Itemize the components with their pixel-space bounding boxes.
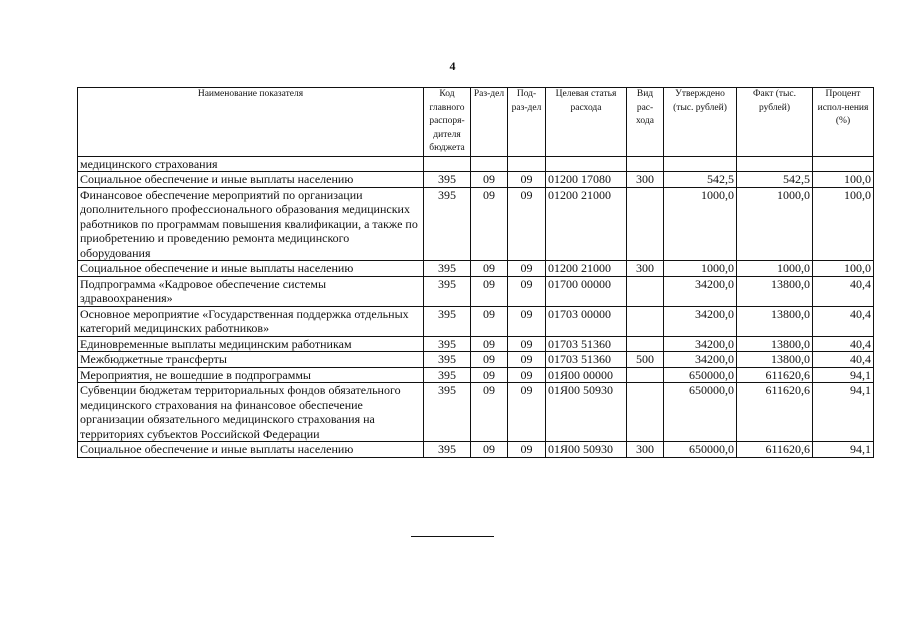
row-target: 01200 17080 (546, 172, 627, 188)
row-percent: 94,1 (813, 442, 874, 458)
row-type (627, 336, 664, 352)
row-code: 395 (424, 261, 471, 277)
row-subsection: 09 (508, 172, 546, 188)
row-name: медицинского страхования (78, 156, 424, 172)
row-target: 01Я00 50930 (546, 442, 627, 458)
row-type (627, 383, 664, 442)
row-percent: 40,4 (813, 352, 874, 368)
row-subsection: 09 (508, 367, 546, 383)
row-code: 395 (424, 383, 471, 442)
header-percent: Процент испол-нения (%) (813, 88, 874, 157)
row-type: 300 (627, 442, 664, 458)
row-name: Основное мероприятие «Государственная поддержка отдельных категорий медицинских работников» (78, 306, 424, 336)
row-type (627, 156, 664, 172)
table-row (78, 276, 874, 306)
row-code: 395 (424, 336, 471, 352)
row-percent: 40,4 (813, 306, 874, 336)
header-name: Наименование показателя (78, 88, 424, 157)
row-percent: 40,4 (813, 336, 874, 352)
row-fact: 1000,0 (737, 261, 813, 277)
row-fact: 611620,6 (737, 383, 813, 442)
row-type (627, 276, 664, 306)
row-subsection: 09 (508, 442, 546, 458)
row-type (627, 367, 664, 383)
row-subsection: 09 (508, 383, 546, 442)
row-subsection: 09 (508, 352, 546, 368)
row-section: 09 (471, 187, 508, 261)
row-name: Мероприятия, не вошедшие в подпрограммы (78, 367, 424, 383)
table-row (78, 261, 874, 277)
row-code: 395 (424, 172, 471, 188)
row-fact: 1000,0 (737, 187, 813, 261)
row-subsection: 09 (508, 261, 546, 277)
row-section: 09 (471, 383, 508, 442)
row-section: 09 (471, 336, 508, 352)
row-name: Социальное обеспечение и иные выплаты населению (78, 172, 424, 188)
header-section: Раз-дел (471, 88, 508, 157)
row-subsection: 09 (508, 306, 546, 336)
header-type: Вид рас-хода (627, 88, 664, 157)
row-target: 01200 21000 (546, 187, 627, 261)
row-percent: 94,1 (813, 383, 874, 442)
row-type: 300 (627, 172, 664, 188)
row-approved: 34200,0 (664, 352, 737, 368)
table-row (78, 442, 874, 458)
row-name: Финансовое обеспечение мероприятий по организации дополнительного профессионального образования медицинских работников по программам повышения квалификации, а также по приобретению и проведению ремонта медицинского оборудования (78, 187, 424, 261)
row-target: 01Я00 00000 (546, 367, 627, 383)
row-name: Социальное обеспечение и иные выплаты населению (78, 442, 424, 458)
row-approved: 650000,0 (664, 367, 737, 383)
row-code: 395 (424, 276, 471, 306)
footer-divider (411, 536, 494, 537)
table-row (78, 383, 874, 442)
row-approved: 1000,0 (664, 187, 737, 261)
page-number: 4 (449, 59, 456, 73)
row-percent: 40,4 (813, 276, 874, 306)
row-subsection: 09 (508, 187, 546, 261)
row-fact (737, 156, 813, 172)
row-target: 01700 00000 (546, 276, 627, 306)
row-approved: 542,5 (664, 172, 737, 188)
row-target: 01703 51360 (546, 336, 627, 352)
row-approved: 650000,0 (664, 442, 737, 458)
row-name: Социальное обеспечение и иные выплаты населению (78, 261, 424, 277)
row-name: Межбюджетные трансферты (78, 352, 424, 368)
row-percent: 94,1 (813, 367, 874, 383)
row-section (471, 156, 508, 172)
row-section: 09 (471, 367, 508, 383)
row-type (627, 306, 664, 336)
row-fact: 13800,0 (737, 336, 813, 352)
table-row (78, 187, 874, 261)
row-name: Подпрограмма «Кадровое обеспечение системы здравоохранения» (78, 276, 424, 306)
row-type: 300 (627, 261, 664, 277)
row-name: Субвенции бюджетам территориальных фондов обязательного медицинского страхования на финансовое обеспечение организации обязательного медицинского страхования на территориях субъектов Российской Федерации (78, 383, 424, 442)
row-section: 09 (471, 276, 508, 306)
row-fact: 611620,6 (737, 367, 813, 383)
row-code (424, 156, 471, 172)
row-approved: 34200,0 (664, 336, 737, 352)
row-fact: 611620,6 (737, 442, 813, 458)
budget-execution-table (77, 87, 874, 458)
row-percent: 100,0 (813, 261, 874, 277)
row-fact: 13800,0 (737, 276, 813, 306)
row-target: 01Я00 50930 (546, 383, 627, 442)
row-approved: 34200,0 (664, 276, 737, 306)
row-fact: 542,5 (737, 172, 813, 188)
row-section: 09 (471, 442, 508, 458)
row-section: 09 (471, 352, 508, 368)
table-row (78, 367, 874, 383)
row-code: 395 (424, 306, 471, 336)
row-approved: 1000,0 (664, 261, 737, 277)
row-target: 01703 51360 (546, 352, 627, 368)
row-target: 01200 21000 (546, 261, 627, 277)
row-subsection: 09 (508, 276, 546, 306)
row-code: 395 (424, 367, 471, 383)
row-code: 395 (424, 187, 471, 261)
row-fact: 13800,0 (737, 306, 813, 336)
row-code: 395 (424, 352, 471, 368)
row-type: 500 (627, 352, 664, 368)
row-subsection: 09 (508, 336, 546, 352)
header-row (78, 88, 874, 157)
row-target (546, 156, 627, 172)
row-section: 09 (471, 172, 508, 188)
row-subsection (508, 156, 546, 172)
row-type (627, 187, 664, 261)
table-row (78, 336, 874, 352)
row-approved: 650000,0 (664, 383, 737, 442)
header-approved: Утверждено (тыс. рублей) (664, 88, 737, 157)
row-fact: 13800,0 (737, 352, 813, 368)
row-percent: 100,0 (813, 172, 874, 188)
table-row (78, 156, 874, 172)
row-section: 09 (471, 306, 508, 336)
header-target: Целевая статья расхода (546, 88, 627, 157)
table-row (78, 352, 874, 368)
row-section: 09 (471, 261, 508, 277)
row-percent (813, 156, 874, 172)
row-percent: 100,0 (813, 187, 874, 261)
row-approved: 34200,0 (664, 306, 737, 336)
row-code: 395 (424, 442, 471, 458)
row-name: Единовременные выплаты медицинским работникам (78, 336, 424, 352)
table-row (78, 306, 874, 336)
row-target: 01703 00000 (546, 306, 627, 336)
table-body (78, 156, 874, 457)
table-row (78, 172, 874, 188)
row-approved (664, 156, 737, 172)
header-code: Код главного распоря-дителя бюджета (424, 88, 471, 157)
header-subsection: Под-раз-дел (508, 88, 546, 157)
header-fact: Факт (тыс. рублей) (737, 88, 813, 157)
